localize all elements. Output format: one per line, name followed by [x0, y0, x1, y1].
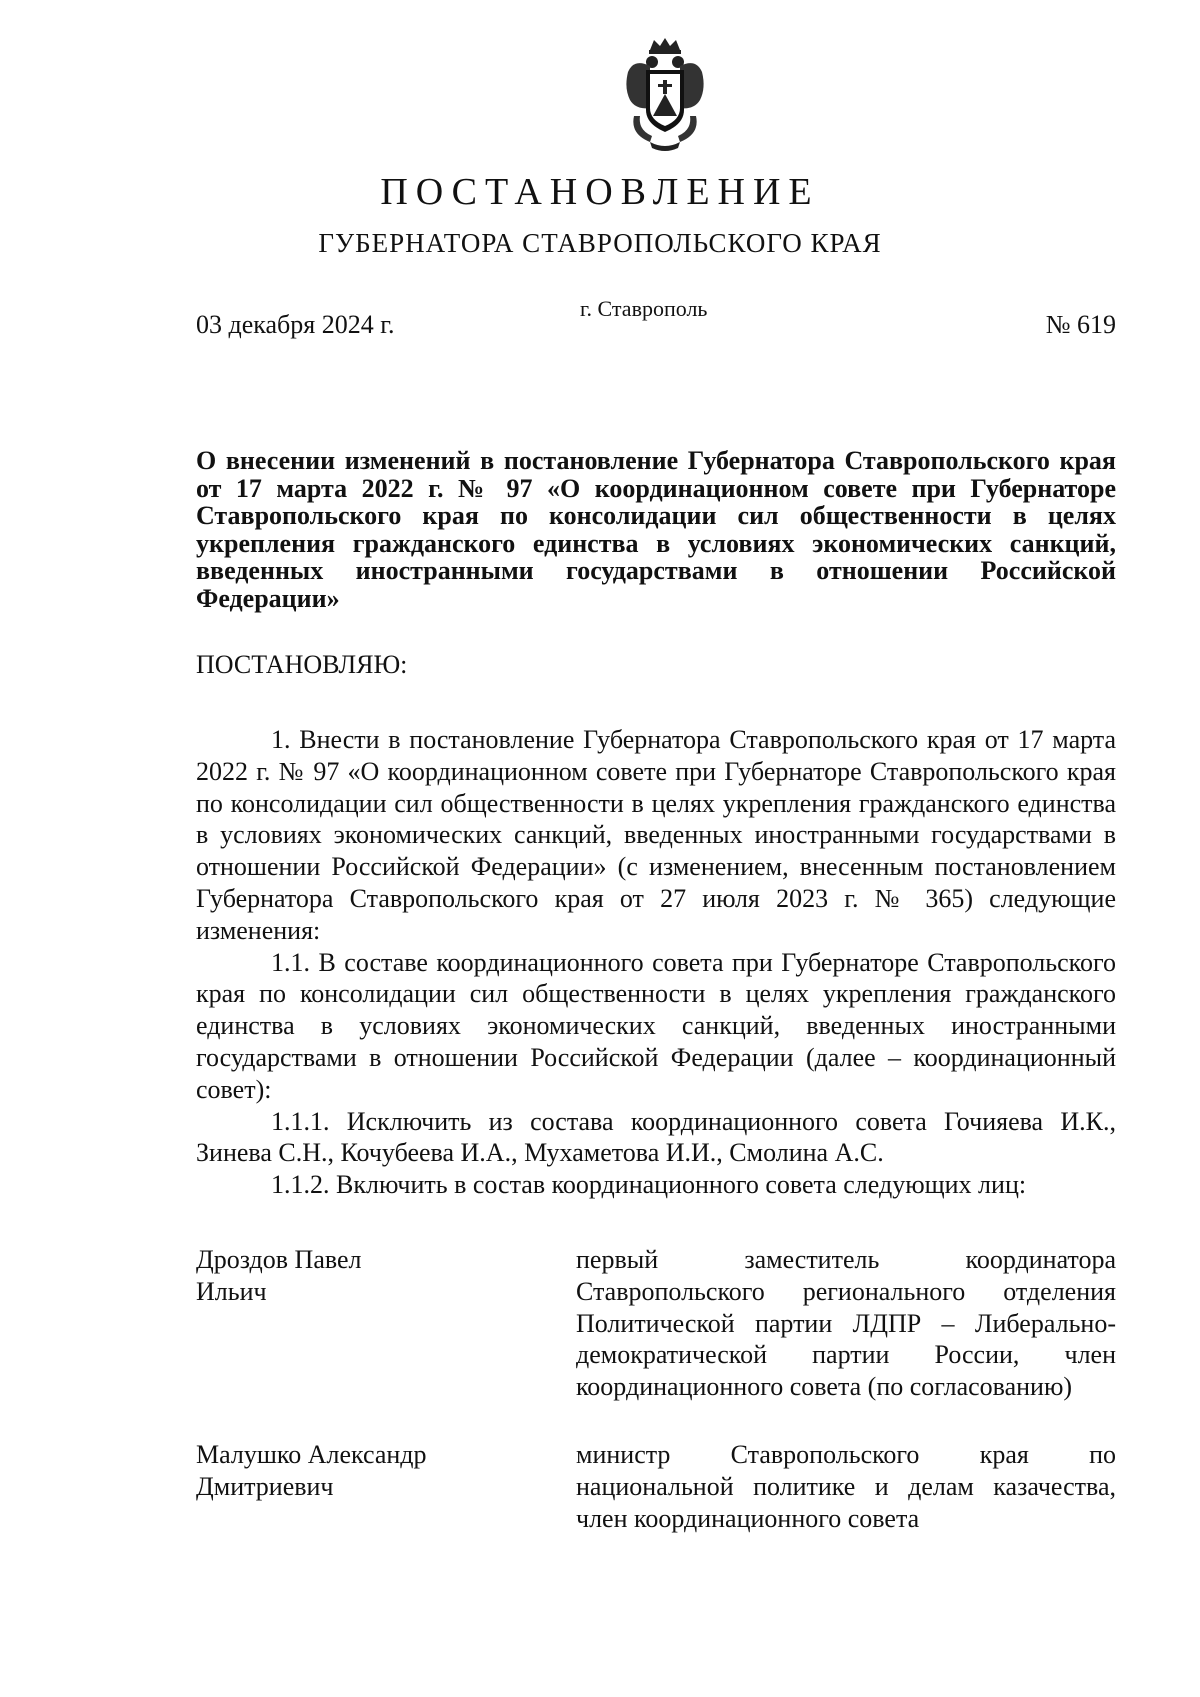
document-type-title: ПОСТАНОВЛЕНИЕ — [380, 171, 820, 213]
paragraph-1-1-2: 1.1.2. Включить в состав координационного совета следующих лиц: — [271, 1170, 1027, 1200]
member-role: министр Ставропольского края по национальной политике и делам казачества, член координационного совета — [576, 1439, 1116, 1533]
issuer-title: ГУБЕРНАТОРА СТАВРОПОЛЬСКОГО КРАЯ — [318, 228, 882, 258]
member-surname-name: Дроздов Павел — [196, 1245, 362, 1274]
paragraph-1-1: 1.1. В составе координационного совета при Губернаторе Ставропольского края по консолидации сил общественности в целях укрепления гражданского единства в условиях экономических санкций, введенных иностранными государствами в отношении Российской Федерации (далее – координационный совет): — [196, 947, 1116, 1104]
member-patronymic: Дмитриевич — [196, 1471, 334, 1501]
document-city: г. Ставрополь — [580, 296, 708, 321]
document-body — [196, 724, 1116, 1201]
document-number: № 619 — [1045, 310, 1116, 339]
document-subject: О внесении изменений в постановление Губернатора Ставропольского края от 17 марта 2022 г. № 97 «О координационном совете при Губернаторе Ставропольского края по консолидации сил общественности в целях укрепления гражданского единства в условиях экономических санкций, введенных иностранными государствами в отношении Российской Федерации» — [196, 446, 1116, 613]
member-name — [196, 1439, 576, 1534]
member-surname-name: Малушко Александр — [196, 1439, 427, 1469]
document-date: 03 декабря 2024 г. — [196, 310, 395, 339]
paragraph-1-1-1: 1.1.1. Исключить из состава координационного совета Гочияева И.К., Зинева С.Н., Кочубеева И.А., Мухаметова И.И., Смолина А.С. — [196, 1106, 1116, 1168]
coat-of-arms-icon — [620, 36, 710, 156]
member-role: первый заместитель координатора Ставропольского регионального отделения Политической партии ЛДПР – Либерально-демократической партии России, член координационного совета (по согласованию) — [576, 1245, 1116, 1402]
member-patronymic: Ильич — [196, 1276, 267, 1306]
paragraph-1: 1. Внести в постановление Губернатора Ставропольского края от 17 марта 2022 г. № 97 «О координационном совете при Губернаторе Ставропольского края по консолидации сил общественности в целях укрепления гражданского единства в условиях экономических санкций, введенных иностранными государствами в отношении Российской Федерации» (с изменением, внесенным постановлением Губернатора Ставропольского края от 27 июля 2023 г. № 365) следующие изменения: — [196, 725, 1116, 945]
member-entry — [196, 1439, 1116, 1534]
resolve-heading: ПОСТАНОВЛЯЮ: — [196, 650, 408, 679]
member-name — [196, 1244, 576, 1403]
member-entry — [196, 1244, 1116, 1403]
members-list — [196, 1244, 1116, 1534]
